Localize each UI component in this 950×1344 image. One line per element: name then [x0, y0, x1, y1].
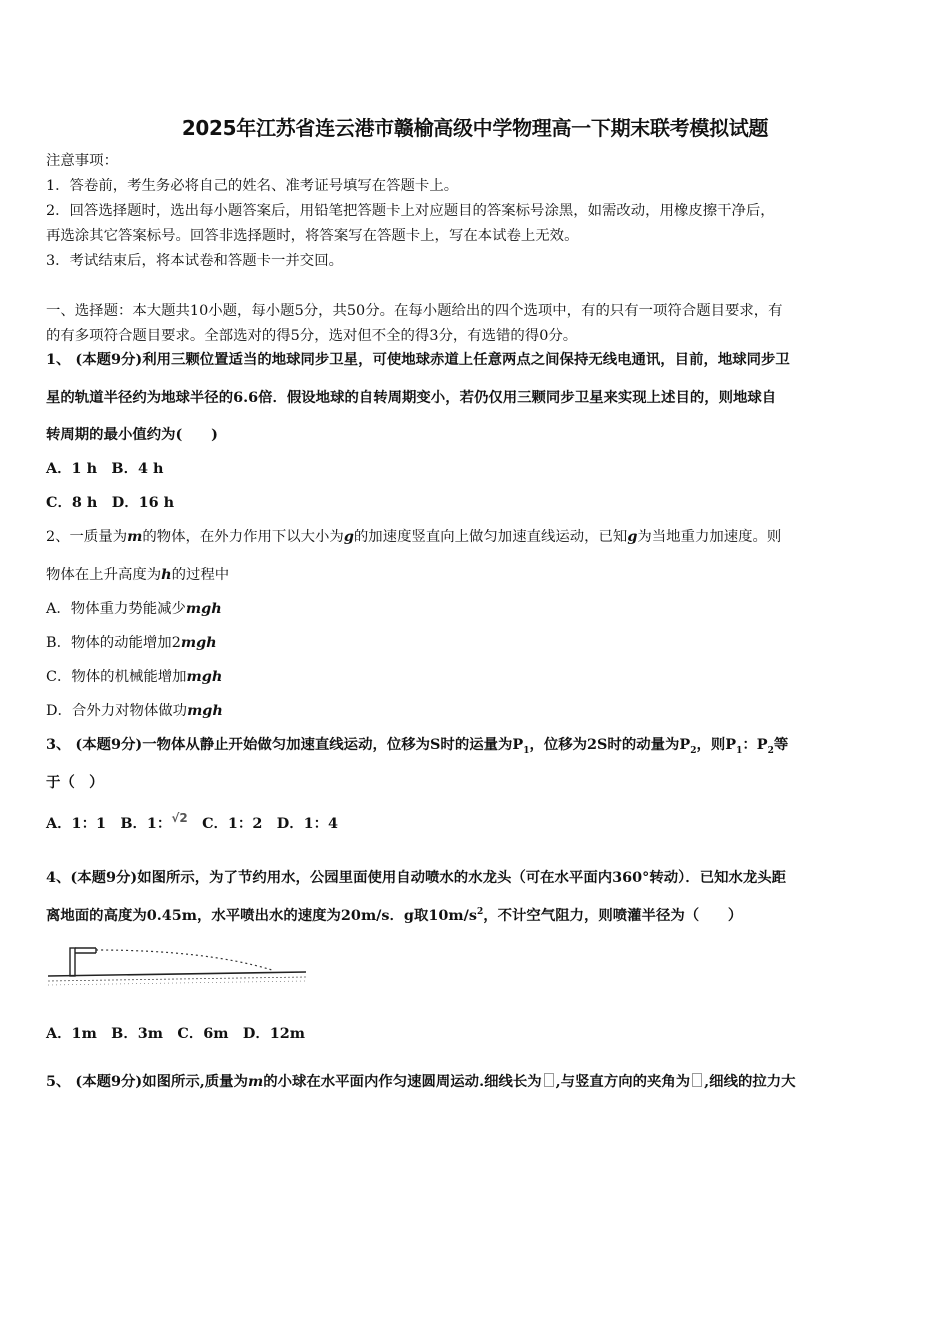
q1-line-1: 1、 (本题9分)利用三颗位置适当的地球同步卫星，可使地球赤道上任意两点之间保持无线电通讯，目前，地球同步卫 [46, 351, 790, 368]
notice-item-3: 3．考试结束后，将本试卷和答题卡一并交回。 [46, 253, 343, 269]
sprinkler-nozzle [70, 948, 96, 976]
sprinkler-figure [46, 940, 310, 994]
q4-options: A．1m B．3m C．6m D．12m [46, 1025, 305, 1042]
q1-line-3: 转周期的最小值约为( ) [46, 426, 218, 443]
q2-line-2: 物体在上升高度为h的过程中 [46, 566, 230, 583]
section-instructions-1: 一、选择题：本大题共10小题，每小题5分，共50分。在每小题给出的四个选项中，有的只有一项符合题目要求，有 [46, 303, 783, 319]
q2-option-c: C．物体的机械能增加mgh [46, 668, 223, 685]
q4-line-2: 离地面的高度为0.45m，水平喷出水的速度为20m/s．g取$10m/s^2$，不计空气阻力，则喷灌半径为（ ） [46, 906, 743, 924]
notice-item-2a: 2．回答选择题时，选出每小题答案后，用铅笔把答题卡上对应题目的答案标号涂黑，如需改动，用橡皮擦干净后， [46, 203, 775, 219]
q2-option-b: B．物体的动能增加2mgh [46, 634, 217, 651]
missing-symbol-box [692, 1073, 702, 1087]
section-instructions-2: 的有多项符合题目要求。全部选对的得5分，选对但不全的得3分，有选错的得0分。 [46, 328, 578, 344]
notice-heading: 注意事项： [46, 153, 118, 169]
q2-line-1: 2、一质量为m的物体，在外力作用下以大小为g的加速度竖直向上做匀加速直线运动，已知g为当地重力加速度。则 [46, 528, 782, 545]
q1-options-2: C．8 h D．16 h [46, 494, 175, 511]
water-trajectory [96, 950, 272, 970]
q5-line-1: 5、 (本题9分)如图所示,质量为m的小球在水平面内作匀速圆周运动.细线长为 ,与竖直方向的夹角为 ,细线的拉力大 [46, 1073, 796, 1090]
notice-item-1: 1．答卷前，考生务必将自己的姓名、准考证号填写在答题卡上。 [46, 178, 459, 194]
page-title: 2025年江苏省连云港市赣榆高级中学物理高一下期末联考模拟试题 [181, 116, 769, 140]
q3-line-1: 3、 (本题9分)一物体从静止开始做匀加速直线运动，位移为S时的运量为$P_1$，位移为2S时的动量为$P_2$，则$P_1$：$P_2$等 [46, 736, 789, 756]
q3-line-2: 于（ ） [46, 774, 104, 791]
q1-line-2: 星的轨道半径约为地球半径的6.6倍．假设地球的自转周期变小，若仍仅用三颗同步卫星来实现上述目的，则地球自 [46, 389, 777, 406]
missing-symbol-box [544, 1073, 554, 1087]
q3-options: A．1：1 B．1：$^{√2}$ C．1：2 D．1：4 [46, 811, 339, 832]
q1-options-1: A．1 h B．4 h [46, 460, 164, 477]
sqrt2-symbol: √2 [171, 811, 188, 825]
ground-surface [48, 972, 306, 985]
q2-option-a: A．物体重力势能减少mgh [46, 600, 222, 617]
notice-item-2b: 再选涂其它答案标号。回答非选择题时，将答案写在答题卡上，写在本试卷上无效。 [46, 228, 579, 244]
q2-option-d: D．合外力对物体做功mgh [46, 702, 223, 719]
q4-line-1: 4、(本题9分)如图所示，为了节约用水，公园里面使用自动喷水的水龙头（可在水平面内360°转动）．已知水龙头距 [46, 869, 787, 886]
